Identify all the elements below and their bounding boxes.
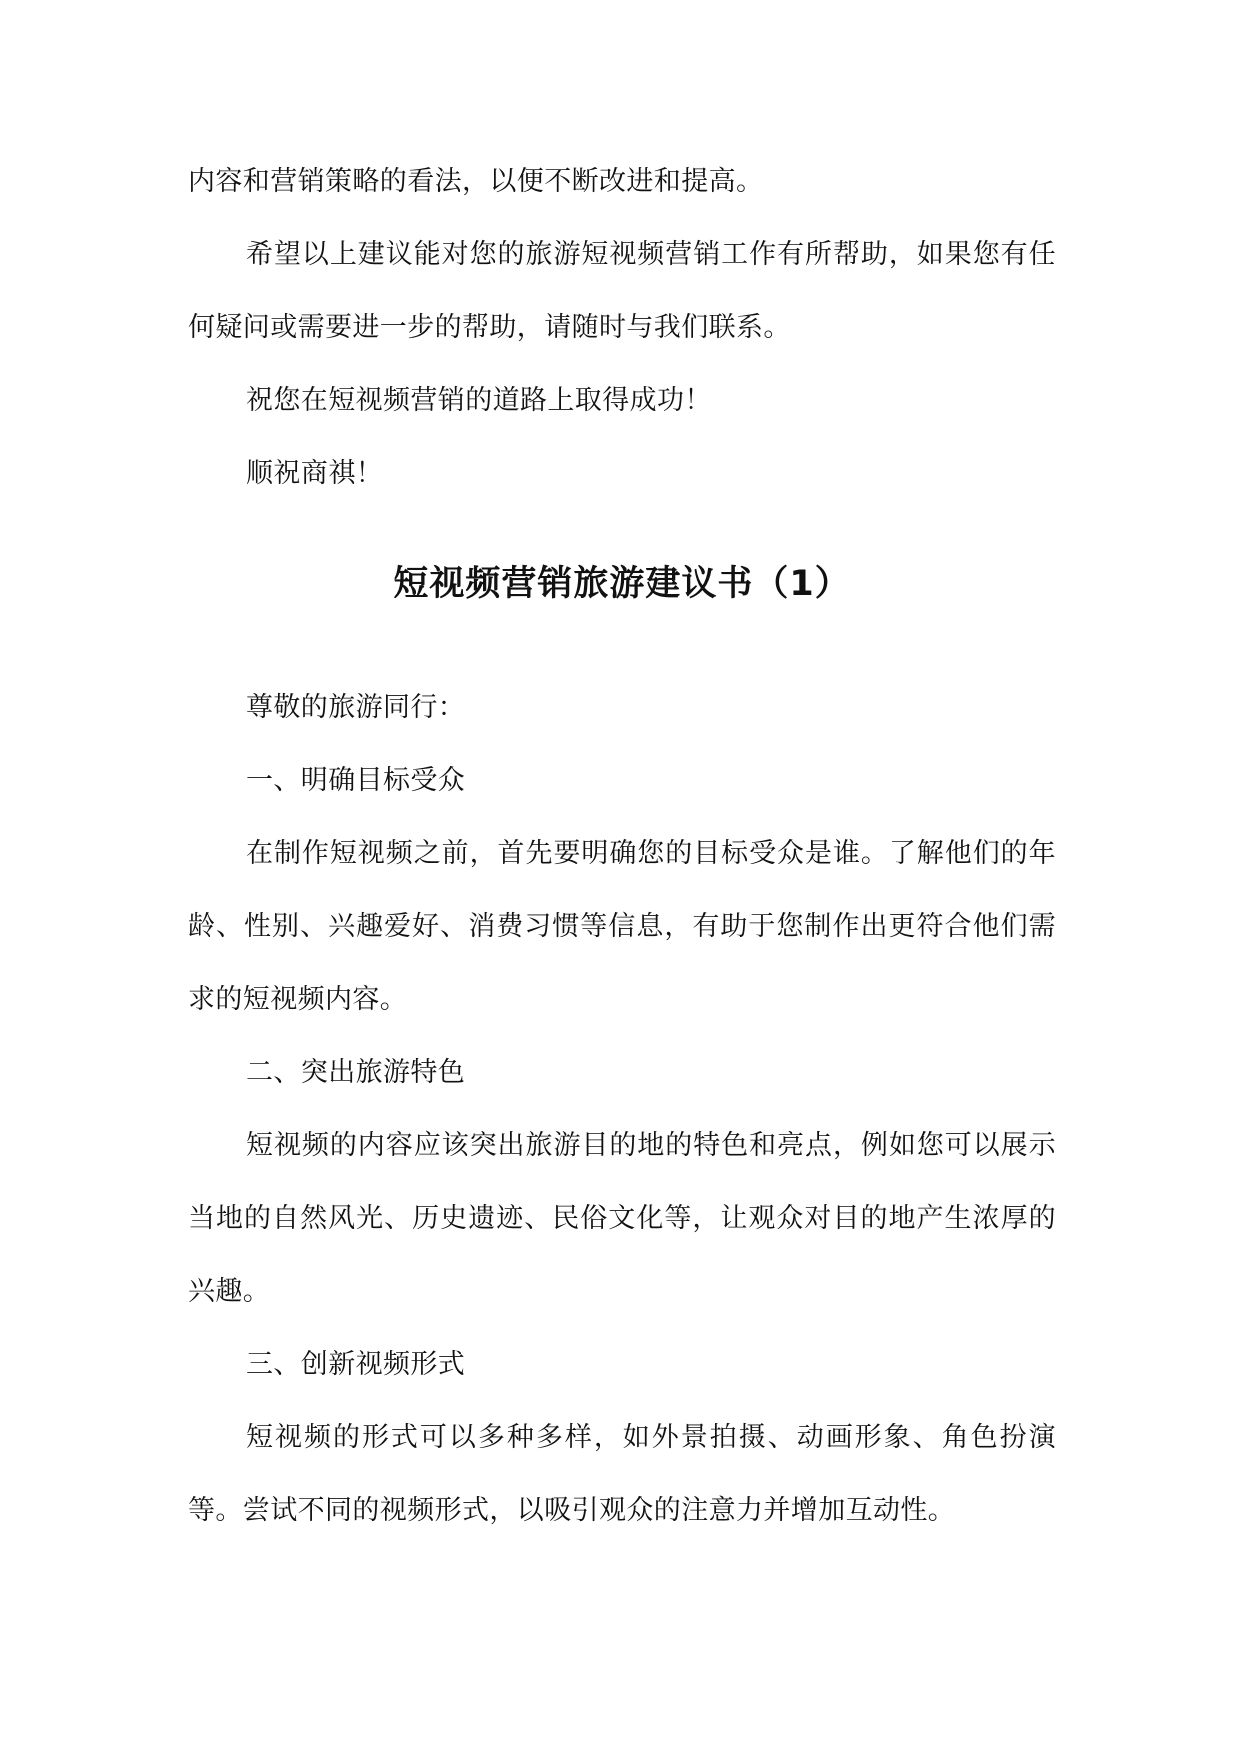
continued-paragraph: 内容和营销策略的看法，以便不断改进和提高。: [188, 166, 764, 197]
regards-line: 顺祝商祺！: [246, 458, 383, 489]
wish-line: 祝您在短视频营销的道路上取得成功！: [246, 385, 712, 416]
section-heading: 三、创新视频形式: [246, 1349, 466, 1380]
section-body: 短视频的内容应该突出旅游目的地的特色和亮点，例如您可以展示当地的自然风光、历史遗迹、民俗文化等，让观众对目的地产生浓厚的兴趣。: [188, 1130, 1056, 1307]
salutation: 尊敬的旅游同行：: [246, 692, 466, 723]
document-title: 短视频营销旅游建议书（1）: [393, 564, 851, 604]
section-heading: 二、突出旅游特色: [246, 1057, 466, 1088]
closing-paragraph: 希望以上建议能对您的旅游短视频营销工作有所帮助，如果您有任何疑问或需要进一步的帮助，请随时与我们联系。: [188, 239, 1056, 343]
document-content: [188, 145, 1056, 1547]
section-heading: 一、明确目标受众: [246, 765, 466, 796]
section-body: 在制作短视频之前，首先要明确您的目标受众是谁。了解他们的年龄、性别、兴趣爱好、消费习惯等信息，有助于您制作出更符合他们需求的短视频内容。: [188, 838, 1056, 1015]
section-body: 短视频的形式可以多种多样，如外景拍摄、动画形象、角色扮演等。尝试不同的视频形式，以吸引观众的注意力并增加互动性。: [188, 1422, 1056, 1526]
